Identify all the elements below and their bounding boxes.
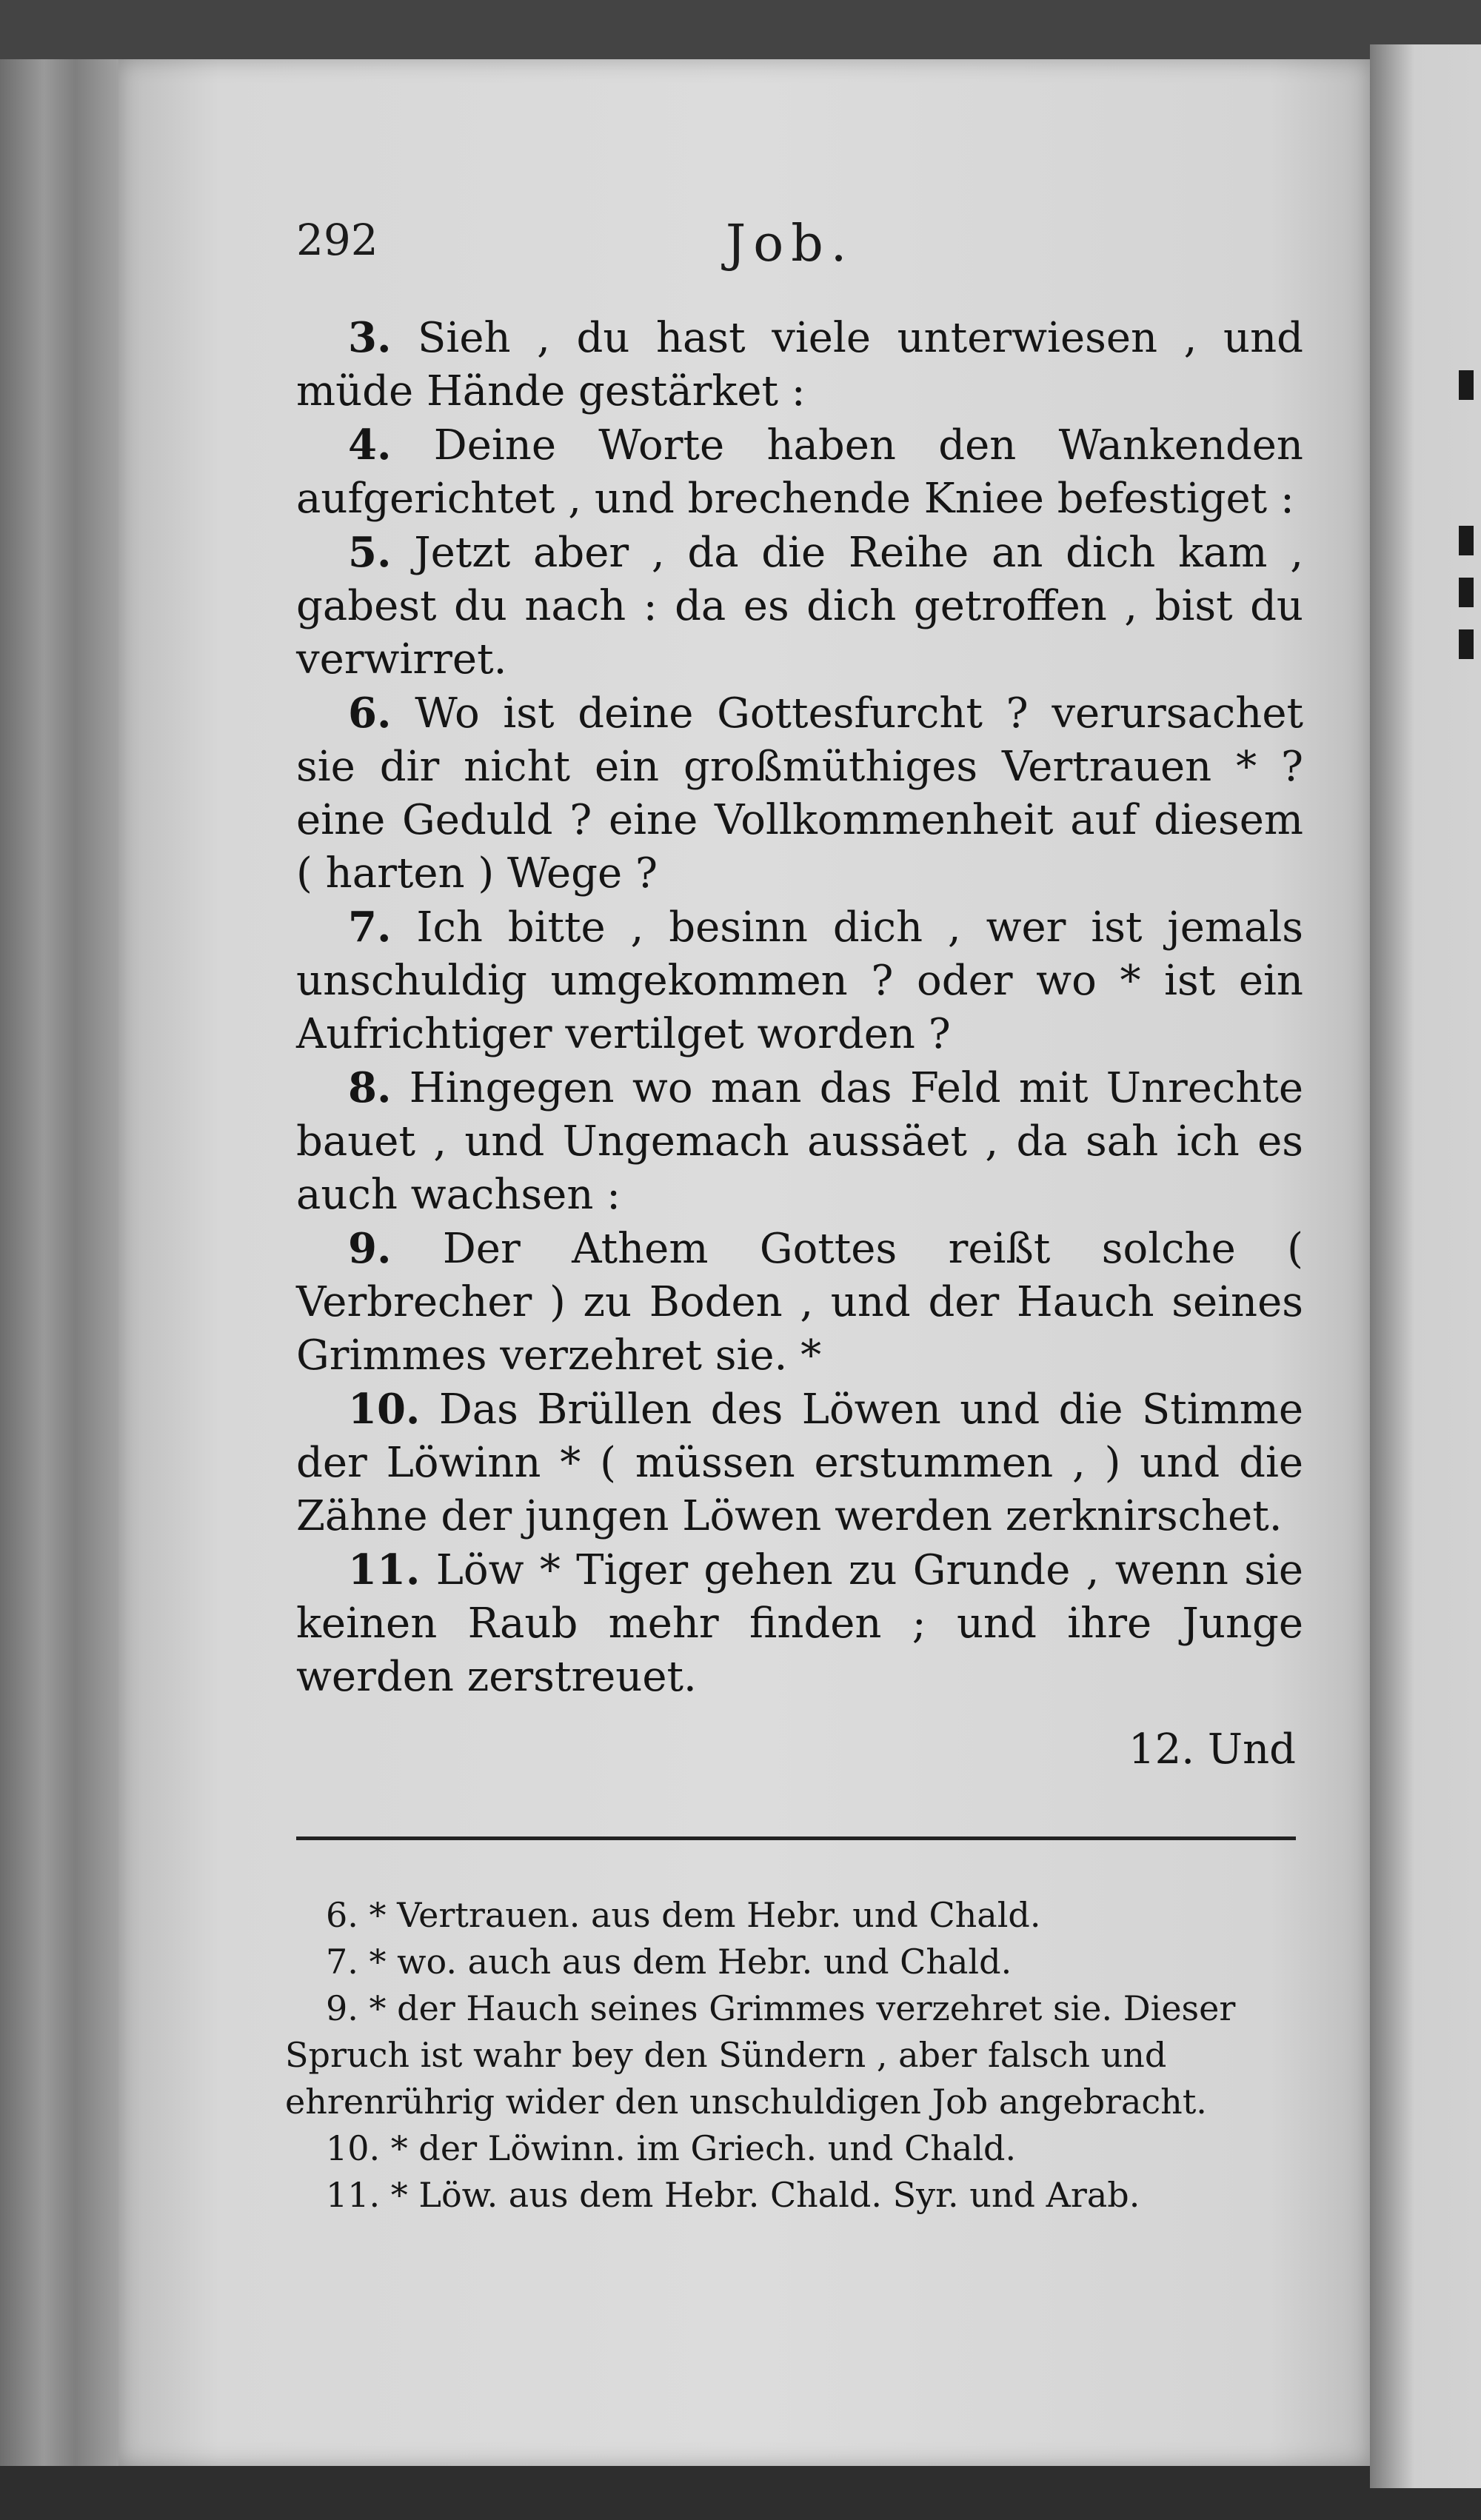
footnote-ref: 11. * bbox=[326, 2175, 408, 2215]
verse bbox=[296, 686, 1303, 900]
footnote-text: der Hauch seines Grimmes verzehret sie. Dieser Spruch ist wahr bey den Sündern , aber falsch und ehrenrührig wider den unschuldigen Job angebracht. bbox=[285, 1988, 1236, 2122]
running-head: Job. bbox=[726, 215, 855, 273]
footnote-text: Vertrauen. aus dem Hebr. und Chald. bbox=[397, 1895, 1041, 1935]
verse-text: Wo ist deine Gottesfurcht ? verursachet sie dir nicht ein großmüthiges Vertrauen * ? eine Geduld ? eine Vollkommenheit auf diesem ( harten ) Wege ? bbox=[296, 689, 1303, 898]
verse-number: 4. bbox=[348, 421, 392, 469]
verse-number: 9. bbox=[348, 1224, 392, 1273]
page-number: 292 bbox=[296, 215, 378, 265]
footnote bbox=[285, 1985, 1307, 2125]
verse bbox=[296, 1383, 1303, 1543]
book-page-edges bbox=[0, 59, 126, 2466]
catchword: 12. Und bbox=[1129, 1725, 1296, 1774]
verse-number: 6. bbox=[348, 689, 392, 738]
footnote-ref: 6. * bbox=[326, 1895, 387, 1935]
verse-text: Ich bitte , besinn dich , wer ist jemals unschuldig umgekommen ? oder wo * ist ein Aufrichtiger vertilget worden ? bbox=[296, 903, 1303, 1058]
footnotes bbox=[285, 1892, 1307, 2219]
footnote-text: der Löwinn. im Griech. und Chald. bbox=[418, 2128, 1017, 2168]
verse-text: Der Athem Gottes reißt solche ( Verbrecher ) zu Boden , und der Hauch seines Grimmes verzehret sie. * bbox=[296, 1225, 1303, 1380]
verse bbox=[296, 1543, 1303, 1704]
footnote-ref: 10. * bbox=[326, 2128, 408, 2168]
verse bbox=[296, 1061, 1303, 1222]
footnote-ref: 7. * bbox=[326, 1942, 387, 1982]
verse-number: 8. bbox=[348, 1063, 392, 1112]
facing-page-letter-fragment bbox=[1459, 370, 1474, 400]
verse bbox=[296, 526, 1303, 686]
verse-number: 7. bbox=[348, 903, 392, 952]
verse bbox=[296, 418, 1303, 526]
facing-page-edge bbox=[1370, 44, 1481, 2488]
verse-text: Löw * Tiger gehen zu Grunde , wenn sie keinen Raub mehr finden ; und ihre Junge werden zerstreuet. bbox=[296, 1546, 1303, 1701]
verse-text: Das Brüllen des Löwen und die Stimme der Löwinn * ( müssen erstummen , ) und die Zähne der jungen Löwen werden zerknirschet. bbox=[296, 1386, 1303, 1540]
verse bbox=[296, 311, 1303, 418]
verse-text: Jetzt aber , da die Reihe an dich kam , gabest du nach : da es dich getroffen , bist du verwirret. bbox=[296, 529, 1304, 684]
verse-number: 10. bbox=[348, 1385, 421, 1434]
footnote-text: wo. auch aus dem Hebr. und Chald. bbox=[397, 1942, 1012, 1982]
footnote bbox=[285, 1939, 1307, 1985]
page-header bbox=[296, 215, 1296, 274]
verse-text: Deine Worte haben den Wankenden aufgerichtet , und brechende Kniee befestiget : bbox=[296, 421, 1303, 523]
footnote bbox=[285, 1892, 1307, 1939]
footnote-text: Löw. aus dem Hebr. Chald. Syr. und Arab. bbox=[418, 2175, 1140, 2215]
facing-page-letter-fragment bbox=[1459, 629, 1474, 659]
main-text bbox=[296, 311, 1303, 1704]
verse-text: Sieh , du hast viele unterwiesen , und müde Hände gestärket : bbox=[296, 314, 1303, 415]
verse-number: 11. bbox=[348, 1545, 421, 1594]
footnote-ref: 9. * bbox=[326, 1988, 387, 2028]
footnote-divider bbox=[296, 1836, 1296, 1840]
facing-page-letter-fragment bbox=[1459, 526, 1474, 555]
footnote bbox=[285, 2172, 1307, 2219]
footnote bbox=[285, 2125, 1307, 2172]
facing-page-letter-fragment bbox=[1459, 578, 1474, 607]
verse bbox=[296, 1222, 1303, 1383]
verse bbox=[296, 900, 1303, 1061]
verse-number: 3. bbox=[348, 313, 392, 362]
verse-number: 5. bbox=[348, 528, 392, 577]
verse-text: Hingegen wo man das Feld mit Unrechte bauet , und Ungemach aussäet , da sah ich es auch wachsen : bbox=[296, 1064, 1303, 1219]
